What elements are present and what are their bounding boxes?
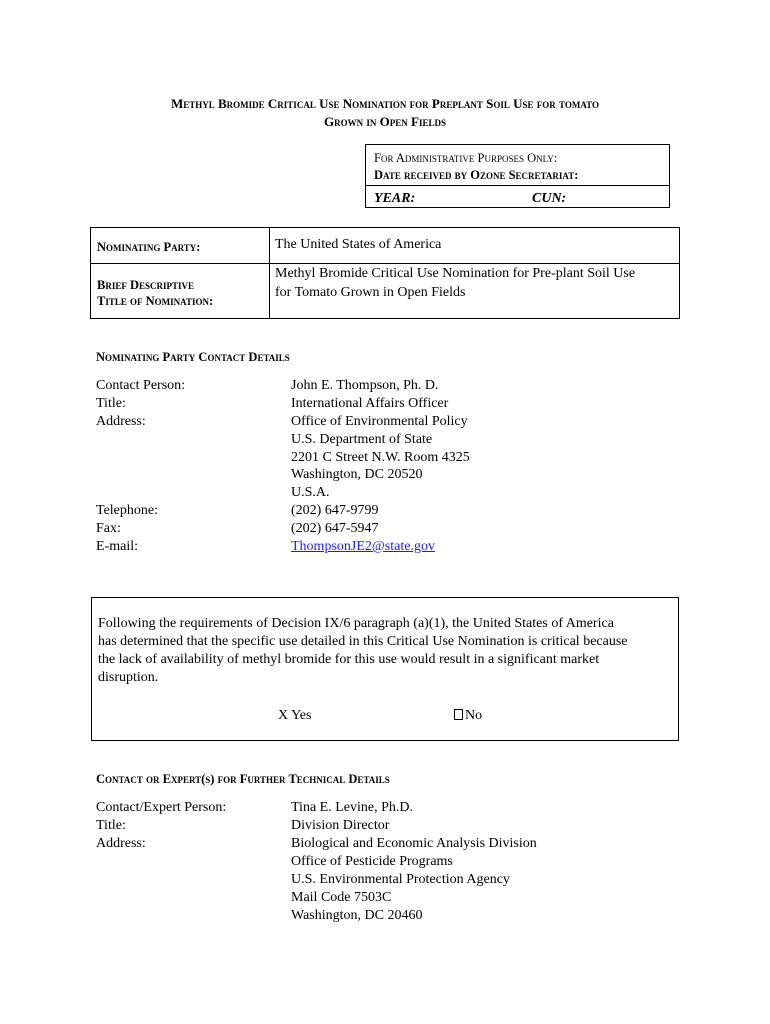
brief-title-value-line1: Methyl Bromide Critical Use Nomination for Pre-plant Soil Use xyxy=(275,266,636,281)
checkbox-icon[interactable] xyxy=(454,709,463,720)
nominating-party-label: Nominating Party: xyxy=(97,240,201,254)
no-option[interactable] xyxy=(454,708,482,724)
expert-person-value: Tina E. Levine, Ph.D. xyxy=(291,800,413,815)
contact-fax-label: Fax: xyxy=(96,521,121,536)
contact-email-link[interactable]: ThompsonJE2@state.gov xyxy=(291,539,435,554)
expert-title-label: Title: xyxy=(96,818,126,833)
admin-divider xyxy=(366,185,669,186)
contact-person-value: John E. Thompson, Ph. D. xyxy=(291,378,439,393)
contact-email-label: E-mail: xyxy=(96,539,138,554)
brief-title-value-line2: for Tomato Grown in Open Fields xyxy=(275,285,466,300)
cun-label: CUN: xyxy=(532,191,567,206)
contact-telephone-value: (202) 647-9799 xyxy=(291,503,379,518)
contact-fax-value: (202) 647-5947 xyxy=(291,521,379,536)
expert-address-line: Washington, DC 20460 xyxy=(291,908,423,923)
expert-address-label: Address: xyxy=(96,836,146,851)
decision-box xyxy=(91,597,679,741)
expert-address-line: Mail Code 7503C xyxy=(291,890,392,905)
expert-person-label: Contact/Expert Person: xyxy=(96,800,227,815)
document-title-line2: Grown in Open Fields xyxy=(324,114,446,129)
contact-address-line: Office of Environmental Policy xyxy=(291,414,468,429)
decision-text-line: the lack of availability of methyl bromide for this use would result in a significant market xyxy=(98,652,600,667)
table-row-divider xyxy=(91,263,679,264)
expert-address-line: Office of Pesticide Programs xyxy=(291,854,453,869)
contact-title-label: Title: xyxy=(96,396,126,411)
nominating-party-value: The United States of America xyxy=(275,237,442,252)
no-option-label: No xyxy=(465,708,483,723)
admin-box xyxy=(365,144,670,208)
contact-details-heading: Nominating Party Contact Details xyxy=(96,350,290,364)
document-title-line1: Methyl Bromide Critical Use Nomination for Preplant Soil Use for tomato xyxy=(170,96,600,111)
decision-text-line: Following the requirements of Decision IX/6 paragraph (a)(1), the United States of America xyxy=(98,616,614,631)
expert-address-line: Biological and Economic Analysis Division xyxy=(291,836,537,851)
admin-purposes-label: For Administrative Purposes Only: xyxy=(374,151,558,165)
contact-address-line: U.S. Department of State xyxy=(291,432,433,447)
expert-details-heading: Contact or Expert(s) for Further Technical Details xyxy=(96,772,390,786)
brief-title-label-line1: Brief Descriptive xyxy=(97,278,195,292)
yes-option[interactable]: X Yes xyxy=(278,708,312,723)
contact-title-value: International Affairs Officer xyxy=(291,396,449,411)
contact-address-line: 2201 C Street N.W. Room 4325 xyxy=(291,450,470,465)
expert-address-line: U.S. Environmental Protection Agency xyxy=(291,872,510,887)
table-column-divider xyxy=(269,228,270,318)
decision-text-line: has determined that the specific use detailed in this Critical Use Nomination is critical because xyxy=(98,634,628,649)
brief-title-label-line2: Title of Nomination: xyxy=(97,294,214,308)
expert-title-value: Division Director xyxy=(291,818,390,833)
contact-address-line: Washington, DC 20520 xyxy=(291,467,423,482)
contact-person-label: Contact Person: xyxy=(96,378,186,393)
contact-telephone-label: Telephone: xyxy=(96,503,158,518)
contact-address-label: Address: xyxy=(96,414,146,429)
decision-text-line: disruption. xyxy=(98,670,159,685)
contact-address-line: U.S.A. xyxy=(291,485,330,500)
nomination-table xyxy=(90,227,680,319)
year-label: YEAR: xyxy=(374,191,416,206)
date-received-label: Date received by Ozone Secretariat: xyxy=(374,168,579,182)
